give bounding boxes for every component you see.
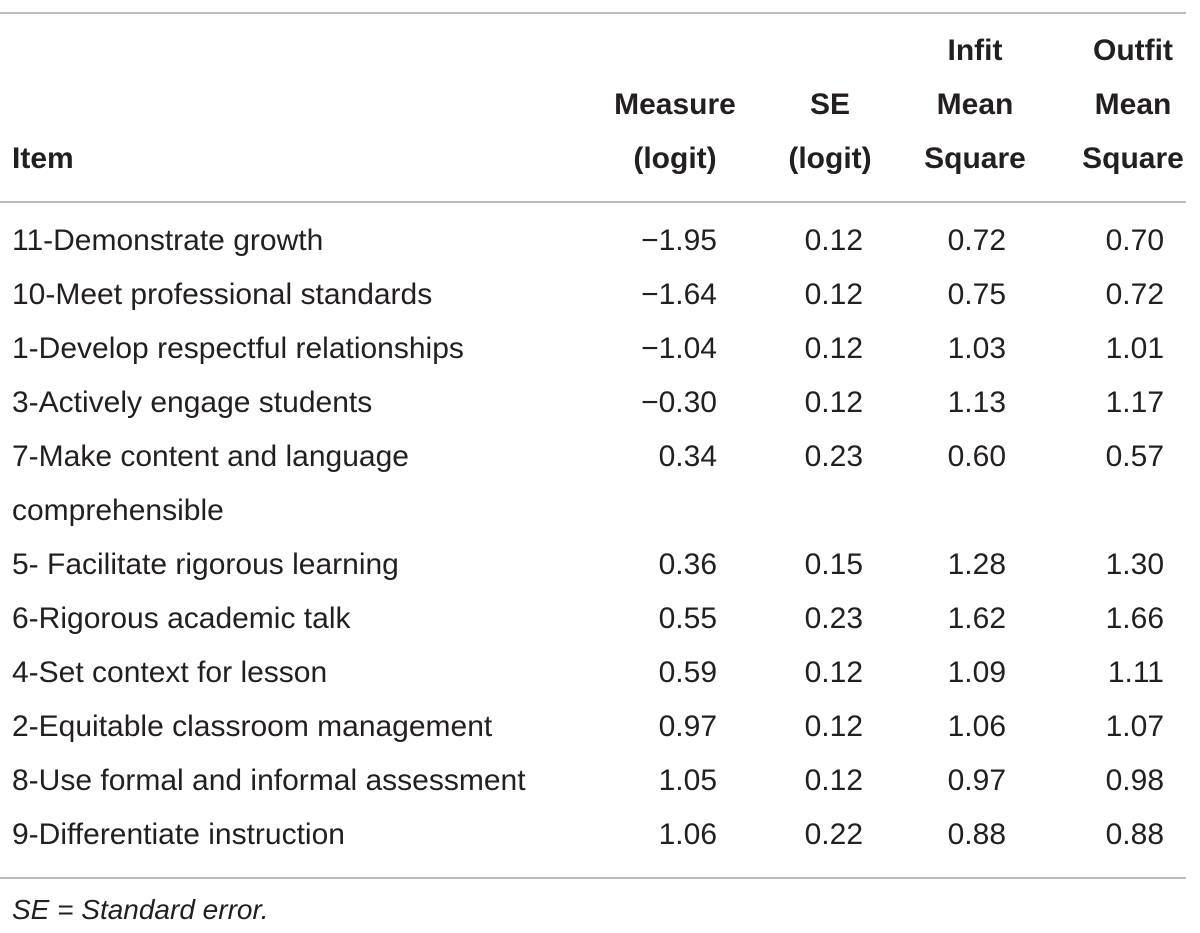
cell-outfit: 0.57: [1105, 440, 1164, 473]
cell-infit: 0.72: [947, 224, 1006, 257]
cell-se: 0.12: [804, 710, 863, 743]
header-infit-line: Mean: [936, 88, 1014, 121]
header-measure-line: (logit): [633, 142, 717, 175]
header-outfit-line: Square: [1082, 142, 1184, 175]
cell-measure: −1.04: [641, 332, 717, 365]
cell-se: 0.12: [804, 332, 863, 365]
cell-outfit: 0.72: [1105, 278, 1164, 311]
cell-measure: 0.36: [658, 548, 717, 581]
cell-infit: 1.06: [947, 710, 1006, 743]
cell-outfit: 1.11: [1107, 656, 1164, 689]
cell-outfit: 0.98: [1105, 764, 1164, 797]
header-outfit: [1068, 24, 1198, 186]
header-infit-line: Infit: [947, 34, 1003, 67]
cell-infit: 0.60: [947, 440, 1006, 473]
table-row: [0, 538, 1200, 592]
cell-infit: 1.62: [947, 602, 1006, 635]
cell-infit: 1.09: [947, 656, 1006, 689]
header-measure-line: Measure: [614, 88, 736, 121]
cell-infit: 0.97: [947, 764, 1006, 797]
cell-se: 0.23: [804, 602, 863, 635]
cell-item: 7-Make content and language comprehensible: [12, 440, 409, 527]
header-measure: [600, 78, 750, 186]
header-outfit-line: Mean: [1094, 88, 1172, 121]
cell-item: 2-Equitable classroom management: [12, 710, 493, 743]
header-item: [12, 132, 74, 186]
table-row: [0, 268, 1200, 322]
table-row: [0, 430, 1200, 538]
bottom-rule: [0, 877, 1186, 879]
cell-infit: 1.03: [947, 332, 1006, 365]
table-row: [0, 700, 1200, 754]
table-row: [0, 376, 1200, 430]
table-row: [0, 646, 1200, 700]
table-row: [0, 322, 1200, 376]
cell-measure: 0.97: [658, 710, 717, 743]
cell-se: 0.12: [804, 764, 863, 797]
cell-measure: 0.55: [658, 602, 717, 635]
cell-measure: 1.06: [658, 818, 717, 851]
header-se-line: (logit): [788, 142, 872, 175]
cell-item: 10-Meet professional standards: [12, 278, 433, 311]
header-se-line: SE: [809, 88, 851, 121]
header-infit-line: Square: [924, 142, 1026, 175]
cell-measure: −1.64: [641, 278, 717, 311]
cell-item: 4-Set context for lesson: [12, 656, 328, 689]
cell-infit: 1.28: [947, 548, 1006, 581]
cell-measure: −0.30: [641, 386, 717, 419]
cell-measure: 0.34: [658, 440, 717, 473]
cell-item: 8-Use formal and informal assessment: [12, 764, 526, 797]
cell-outfit: 0.88: [1105, 818, 1164, 851]
cell-outfit: 1.01: [1105, 332, 1164, 365]
cell-se: 0.15: [804, 548, 863, 581]
table-row: [0, 214, 1200, 268]
header-infit: [910, 24, 1040, 186]
cell-item: 6-Rigorous academic talk: [12, 602, 351, 635]
cell-outfit: 1.07: [1105, 710, 1164, 743]
cell-item: 3-Actively engage students: [12, 386, 373, 419]
table-row: [0, 592, 1200, 646]
top-rule: [0, 12, 1186, 14]
cell-se: 0.22: [804, 818, 863, 851]
cell-se: 0.12: [804, 656, 863, 689]
table-row: [0, 808, 1200, 862]
cell-measure: 1.05: [658, 764, 717, 797]
cell-infit: 0.75: [947, 278, 1006, 311]
cell-item: 11-Demonstrate growth: [12, 224, 324, 257]
cell-se: 0.12: [804, 386, 863, 419]
header-se: [780, 78, 880, 186]
cell-measure: 0.59: [658, 656, 717, 689]
header-item-label: Item: [12, 142, 74, 175]
header-outfit-line: Outfit: [1093, 34, 1173, 67]
cell-se: 0.12: [804, 278, 863, 311]
cell-measure: −1.95: [641, 224, 717, 257]
cell-infit: 1.13: [947, 386, 1006, 419]
cell-se: 0.23: [804, 440, 863, 473]
cell-outfit: 1.30: [1105, 548, 1164, 581]
header-rule: [0, 201, 1186, 203]
cell-item: 1-Develop respectful relationships: [12, 332, 464, 365]
cell-item: 9-Differentiate instruction: [12, 818, 345, 851]
cell-outfit: 1.17: [1105, 386, 1164, 419]
table-footnote: SE = Standard error.: [12, 894, 269, 925]
cell-item: 5- Facilitate rigorous learning: [12, 548, 399, 581]
cell-outfit: 1.66: [1105, 602, 1164, 635]
cell-infit: 0.88: [947, 818, 1006, 851]
cell-se: 0.12: [804, 224, 863, 257]
table-row: [0, 754, 1200, 808]
table-body: [0, 214, 1200, 862]
cell-outfit: 0.70: [1105, 224, 1164, 257]
